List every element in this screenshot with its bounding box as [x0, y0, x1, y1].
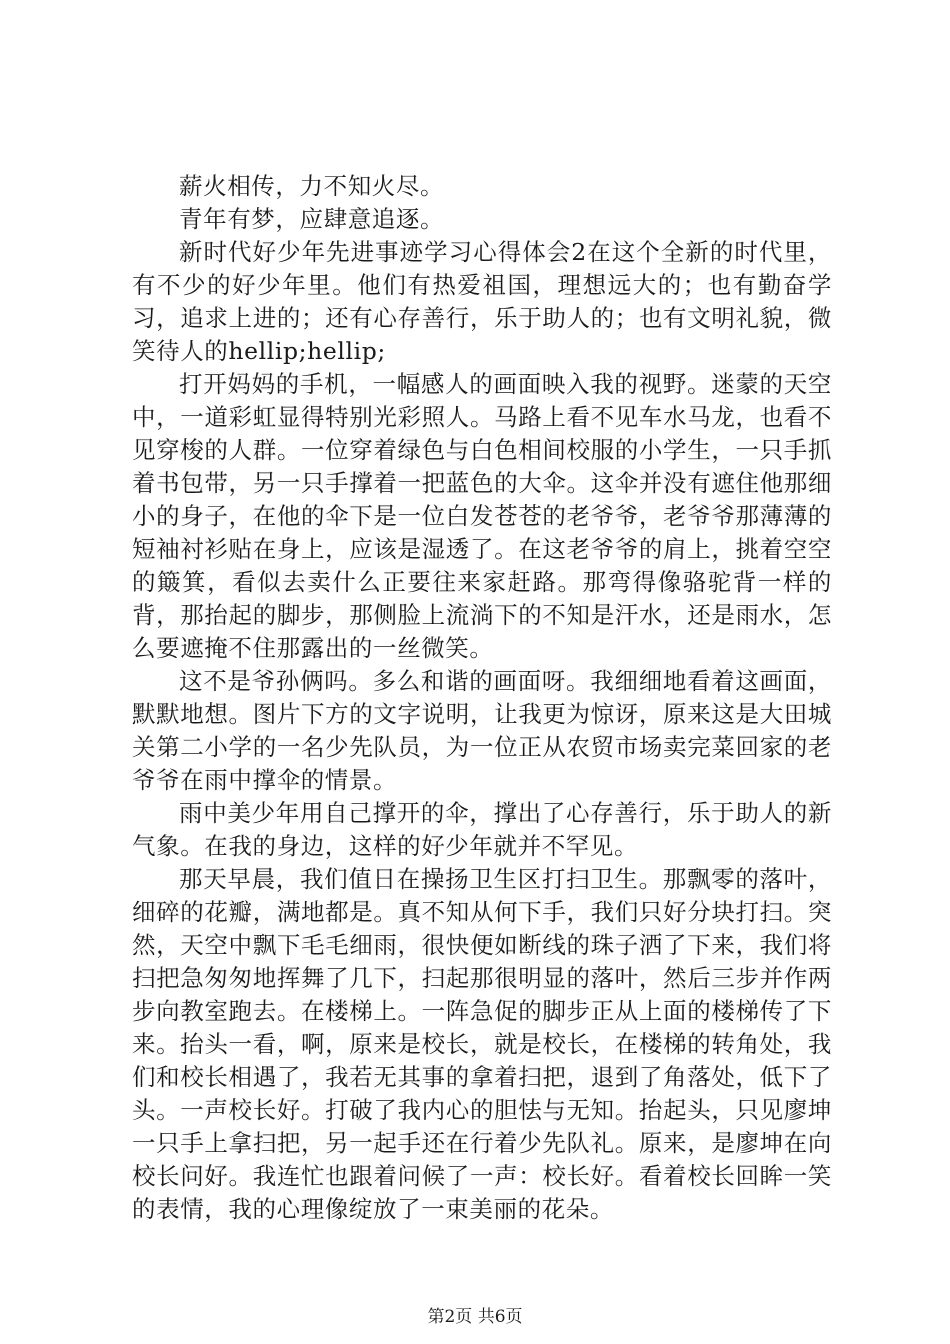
paragraph: 青年有梦，应肆意追逐。: [179, 205, 445, 233]
paragraph: 打开妈妈的手机，一幅感人的画面映入我的视野。迷蒙的天空中，一道彩虹显得特别光彩照人。马路上看不见车水马龙，也看不见穿梭的人群。一位穿着绿色与白色相间校服的小学生，一只手抓着书包带，另一只手撑着一把蓝色的大伞。这伞并没有遮住他那细小的身子，在他的伞下是一位白发苍苍的老爷爷，老爷爷那薄薄的短袖衬衫贴在身上，应该是湿透了。在这老爷爷的肩上，挑着空空的簸箕，看似去卖什么正要往来家赶路。那弯得像骆驼背一样的背，那抬起的脚步，那侧脸上流淌下的不知是汗水，还是雨水，怎么要遮掩不住那露出的一丝微笑。: [132, 370, 832, 662]
paragraph: 薪火相传，力不知火尽。: [179, 172, 445, 200]
page-number-footer: 第2页 共6页: [427, 1307, 523, 1327]
paragraph: 新时代好少年先进事迹学习心得体会2在这个全新的时代里，有不少的好少年里。他们有热爱祖国，理想远大的；也有勤奋学习，追求上进的；还有心存善行，乐于助人的；也有文明礼貌，微笑待人的hellip;hellip;: [132, 238, 832, 365]
paragraph: 雨中美少年用自己撑开的伞，撑出了心存善行，乐于助人的新气象。在我的身边，这样的好少年就并不罕见。: [132, 799, 832, 860]
document-body: [132, 170, 832, 1226]
paragraph: 那天早晨，我们值日在操扬卫生区打扫卫生。那飘零的落叶，细碎的花瓣，满地都是。真不知从何下手，我们只好分块打扫。突然，天空中飘下毛毛细雨，很快便如断线的珠子洒了下来，我们将扫把急匆匆地挥舞了几下，扫起那很明显的落叶，然后三步并作两步向教室跑去。在楼梯上。一阵急促的脚步正从上面的楼梯传了下来。抬头一看，啊，原来是校长，就是校长，在楼梯的转角处，我们和校长相遇了，我若无其事的拿着扫把，退到了角落处，低下了头。一声校长好。打破了我内心的胆怯与无知。抬起头，只见廖坤一只手上拿扫把，另一起手还在行着少先队礼。原来，是廖坤在向校长问好。我连忙也跟着问候了一声：校长好。看着校长回眸一笑的表情，我的心理像绽放了一束美丽的花朵。: [132, 865, 832, 1223]
paragraph: 这不是爷孙俩吗。多么和谐的画面呀。我细细地看着这画面，默默地想。图片下方的文字说明，让我更为惊讶，原来这是大田城关第二小学的一名少先队员，为一位正从农贸市场卖完菜回家的老爷爷在雨中撑伞的情景。: [132, 667, 832, 794]
